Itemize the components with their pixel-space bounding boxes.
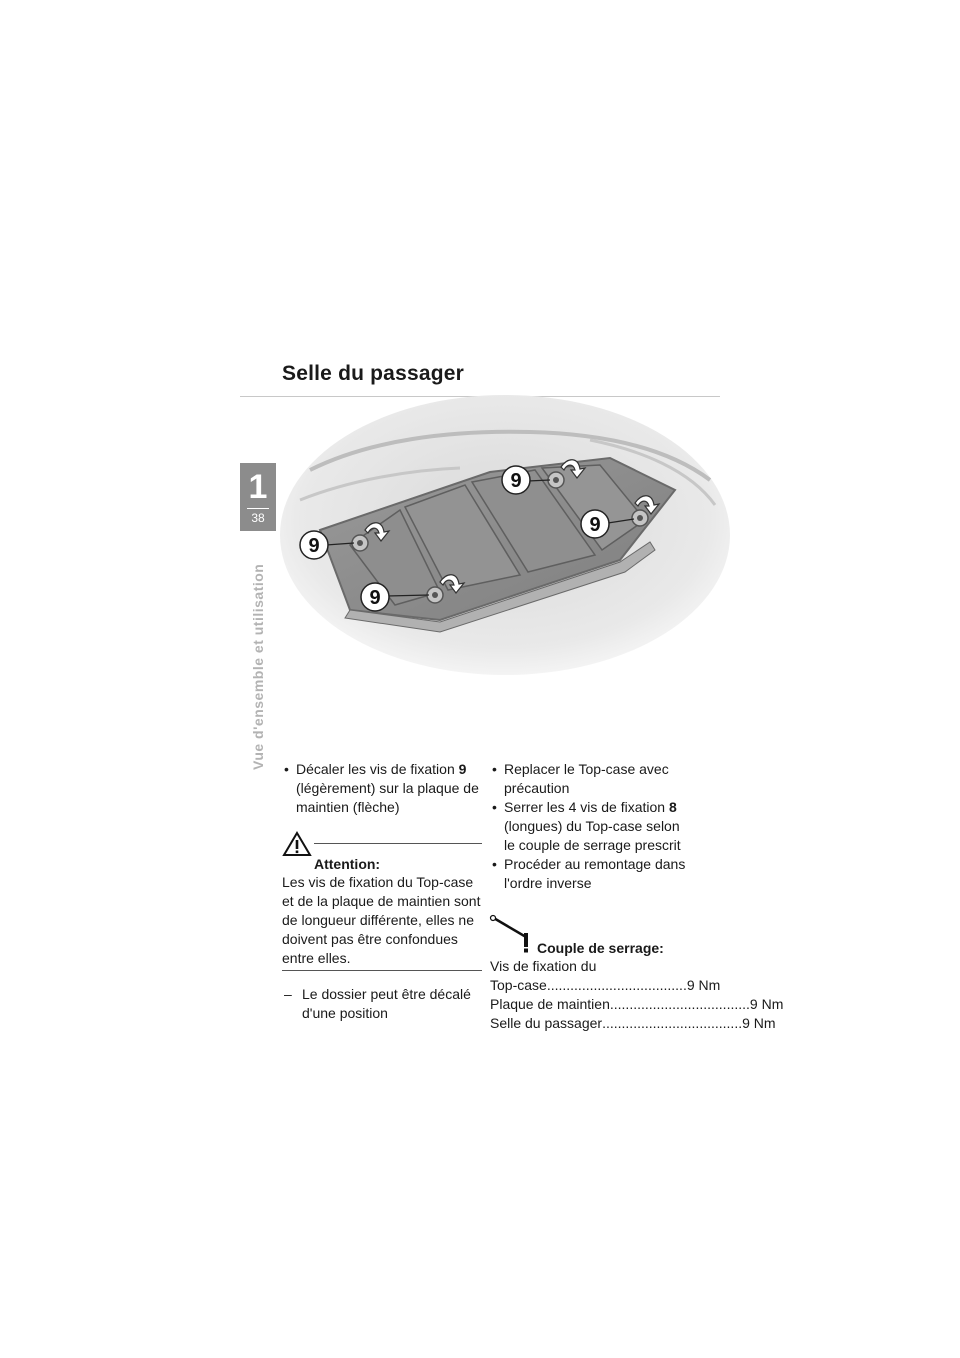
callout-bubble [581,510,609,538]
part-reference: 9 [458,761,467,777]
fixing-screw [548,472,564,488]
spec-label: Top-case [490,977,547,993]
note-line: d'une position [302,1005,388,1021]
step-line: Replacer le Top-case avec [504,761,669,777]
warning-title: Attention: [314,856,381,872]
instruction-step [490,798,700,855]
step-line: précaution [504,780,570,796]
page-title: Selle du passager [282,362,464,385]
spec-label: Selle du passager [490,1015,603,1031]
step-line: l'ordre inverse [504,875,592,891]
chapter-tab [240,463,276,531]
callout-bubble [361,583,389,611]
note-item [282,985,482,1023]
step-line: Serrer les 4 vis de fixation 8 [504,799,677,815]
warning-box [282,831,482,971]
fixing-screw [352,535,368,551]
chapter-separator [247,508,269,509]
step-line: maintien (flèche) [296,799,400,815]
torque-spec-row [490,976,721,995]
spec-value: 9 Nm [742,1015,776,1031]
torque-wrench-icon [490,915,534,955]
torque-title: Couple de serrage: [537,940,664,956]
note-line: Le dossier peut être décalé [302,986,471,1002]
page-number: 38 [251,511,265,525]
warning-line: et de la plaque de maintien sont [282,893,481,909]
step-line: le couple de serrage prescrit [504,837,681,853]
warning-line: entre elles. [282,950,351,966]
bullet-mark: • [492,799,497,815]
warning-line: Les vis de fixation du Top-case [282,874,474,890]
warning-header [282,831,482,873]
spec-value: 9 Nm [686,977,721,993]
spec-dots: .................................... [609,996,750,1012]
seat-plate-illustration [290,410,720,672]
callout-label: 9 [369,587,381,609]
spec-label: Plaque de maintien [490,996,610,1012]
left-column [282,760,482,1023]
warning-top-rule [314,843,482,844]
spec-dots: .................................... [602,1015,743,1031]
fixing-screw [427,587,443,603]
fixing-screw [632,510,648,526]
callout-label: 9 [510,470,522,492]
side-label [248,548,266,770]
step-line: Procéder au remontage dans [504,856,686,872]
torque-header [490,915,700,957]
warning-icon [282,831,312,857]
instruction-step [490,855,700,893]
part-reference: 8 [668,799,677,815]
chapter-number: 1 [248,468,268,506]
bullet-mark: • [492,761,497,777]
bullet-mark: • [284,761,289,777]
instruction-step [282,760,482,817]
warning-line: doivent pas être confondues [282,931,458,947]
torque-spec-row [490,1014,776,1033]
dash-mark: – [284,986,292,1002]
step-line: Décaler les vis de fixation 9 [296,761,467,777]
right-column [490,760,784,1033]
bullet-mark: • [492,856,497,872]
step-line: (légèrement) sur la plaque de [296,780,479,796]
instruction-step [490,760,700,798]
warning-bottom-rule [282,970,482,971]
side-label-text: Vue d'ensemble et utilisation [250,563,266,770]
callout-bubble [300,531,328,559]
warning-line: de longueur différente, elles ne [282,912,474,928]
callout-bubble [502,466,530,494]
spec-dots: .................................... [546,977,687,993]
step-line: (longues) du Top-case selon [504,818,680,834]
spec-value: 9 Nm [749,996,784,1012]
callout-label: 9 [308,535,320,557]
callout-label: 9 [589,514,601,536]
torque-spec-row [490,995,784,1014]
torque-intro: Vis de fixation du [490,958,597,974]
